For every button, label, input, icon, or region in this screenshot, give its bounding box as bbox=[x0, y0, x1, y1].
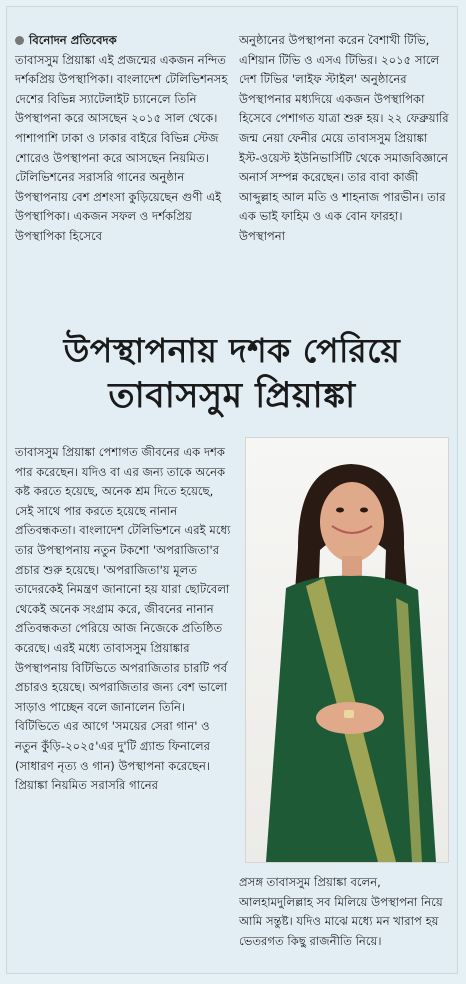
byline bbox=[15, 31, 229, 51]
bullet-icon bbox=[15, 36, 24, 45]
face-shape bbox=[320, 482, 384, 562]
byline-text: বিনোদন প্রতিবেদক bbox=[29, 33, 117, 47]
body-left-text: তাবাসসুম প্রিয়াঙ্কা পেশাগত জীবনের এক দশক পার করেছেন। যদিও বা এর জন্য তাকে অনেক কষ্ট করতে হয়েছে, অনেক শ্রম দিতে হয়েছে, সেই সাথে পার করতে হয়েছে নানান প্রতিবন্ধকতা। বাংলাদেশ টেলিভিশনে এরই মধ্যে তার উপস্থাপনায় নতুন টকশো 'অপরাজিতা'র প্রচার শুরু হয়েছে। 'অপরাজিতা'য় মূলত তাদেরকেই নিমন্ত্রণ জানানো হয় যারা ছোটবেলা থেকেই অনেক সংগ্রাম করে, জীবনের নানান প্রতিবন্ধকতা পেরিয়ে আজ নিজেকে প্রতিষ্ঠিত করেছে। এরই মধ্যে তাবাসসুম প্রিয়াঙ্কার উপস্থাপনায় বিটিভিতে অপরাজিতার চারটি পর্ব প্রচারও হয়েছে। অপরাজিতার জন্য বেশ ভালো সাড়াও পাচ্ছেন বলে জানালেন তিনি। বিটিভিতে এর আগে 'সময়ের সেরা গান' ও নতুন কুঁড়ি-২০২৫'এর দু'টি গ্র্যান্ড ফিনালের (সাধারণ নৃত্য ও গান) উপস্থাপনা করেছেন। প্রিয়াঙ্কা নিয়মিত সরাসরি গানের bbox=[15, 445, 231, 793]
headline-line-1: উপস্থাপনায় দশক পেরিয়ে bbox=[63, 331, 401, 370]
intro-left-column bbox=[15, 31, 229, 247]
portrait-photo bbox=[245, 437, 449, 863]
intro-right-text: অনুষ্ঠানের উপস্থাপনা করেন বৈশাখী টিভি, এশিয়ান টিভি ও এসএ টিভির। ২০১৫ সালে দেশ টিভির 'লাইফ স্টাইল' অনুষ্ঠানের উপস্থাপনার মধ্যদিয়ে একজন উপস্থাপিকা হিসেবে পেশাগত যাত্রা শুরু হয়। ২২ ফেব্রুয়ারি জন্ম নেয়া ফেনীর মেয়ে তাবাসসুম প্রিয়াঙ্কা ইস্ট-ওয়েস্ট ইউনিভার্সিটি থেকে সমাজবিজ্ঞানে অনার্স সম্পন্ন করেছেন। তার বাবা কাজী আব্দুল্লাহ আল মতি ও শাহনাজ পারভীন। তার এক ভাই ফাহিম ও এক বোন ফারহা। উপস্থাপনা bbox=[239, 33, 449, 243]
body-left-column bbox=[15, 443, 233, 796]
caption-right-column bbox=[239, 873, 453, 951]
headline-line-2: তাবাসসুম প্রিয়াঙ্কা bbox=[108, 375, 356, 416]
intro-left-text: তাবাসসুম প্রিয়াঙ্কা এই প্রজন্মের একজন নন্দিত দর্শকপ্রিয় উপস্থাপিকা। বাংলাদেশ টেলিভিশনসহ দেশের বিভিন্ন স্যাটেলাইট চ্যানেলে তিনি উপস্থাপনা করে আসছেন ২০১৫ সাল থেকে। পাশাপাশি ঢাকা ও ঢাকার বাইরে বিভিন্ন স্টেজ শোরেও উপস্থাপনা করে আসছেন নিয়মিত। টেলিভিশনের সরাসরি গানের অনুষ্ঠান উপস্থাপনায় বেশ প্রশংসা কুড়িয়েছেন গুণী এই উপস্থাপিকা। একজন সফল ও দর্শকপ্রিয় উপস্থাপিকা হিসেবে bbox=[15, 52, 228, 243]
headline bbox=[7, 329, 457, 419]
intro-right-column bbox=[239, 31, 451, 247]
newspaper-page bbox=[6, 6, 458, 974]
caption-right-text: প্রসঙ্গ তাবাসসুম প্রিয়াঙ্কা বলেন, আলহামদুলিল্লাহ সব মিলিয়ে উপস্থাপনা নিয়ে আমি সন্তুষ্ট। যদিও মাঝে মধ্যে মন খারাপ হয় ভেতরগত কিছু রাজনীতি নিয়ে। bbox=[239, 875, 443, 948]
woman-portrait-illustration bbox=[246, 438, 448, 862]
